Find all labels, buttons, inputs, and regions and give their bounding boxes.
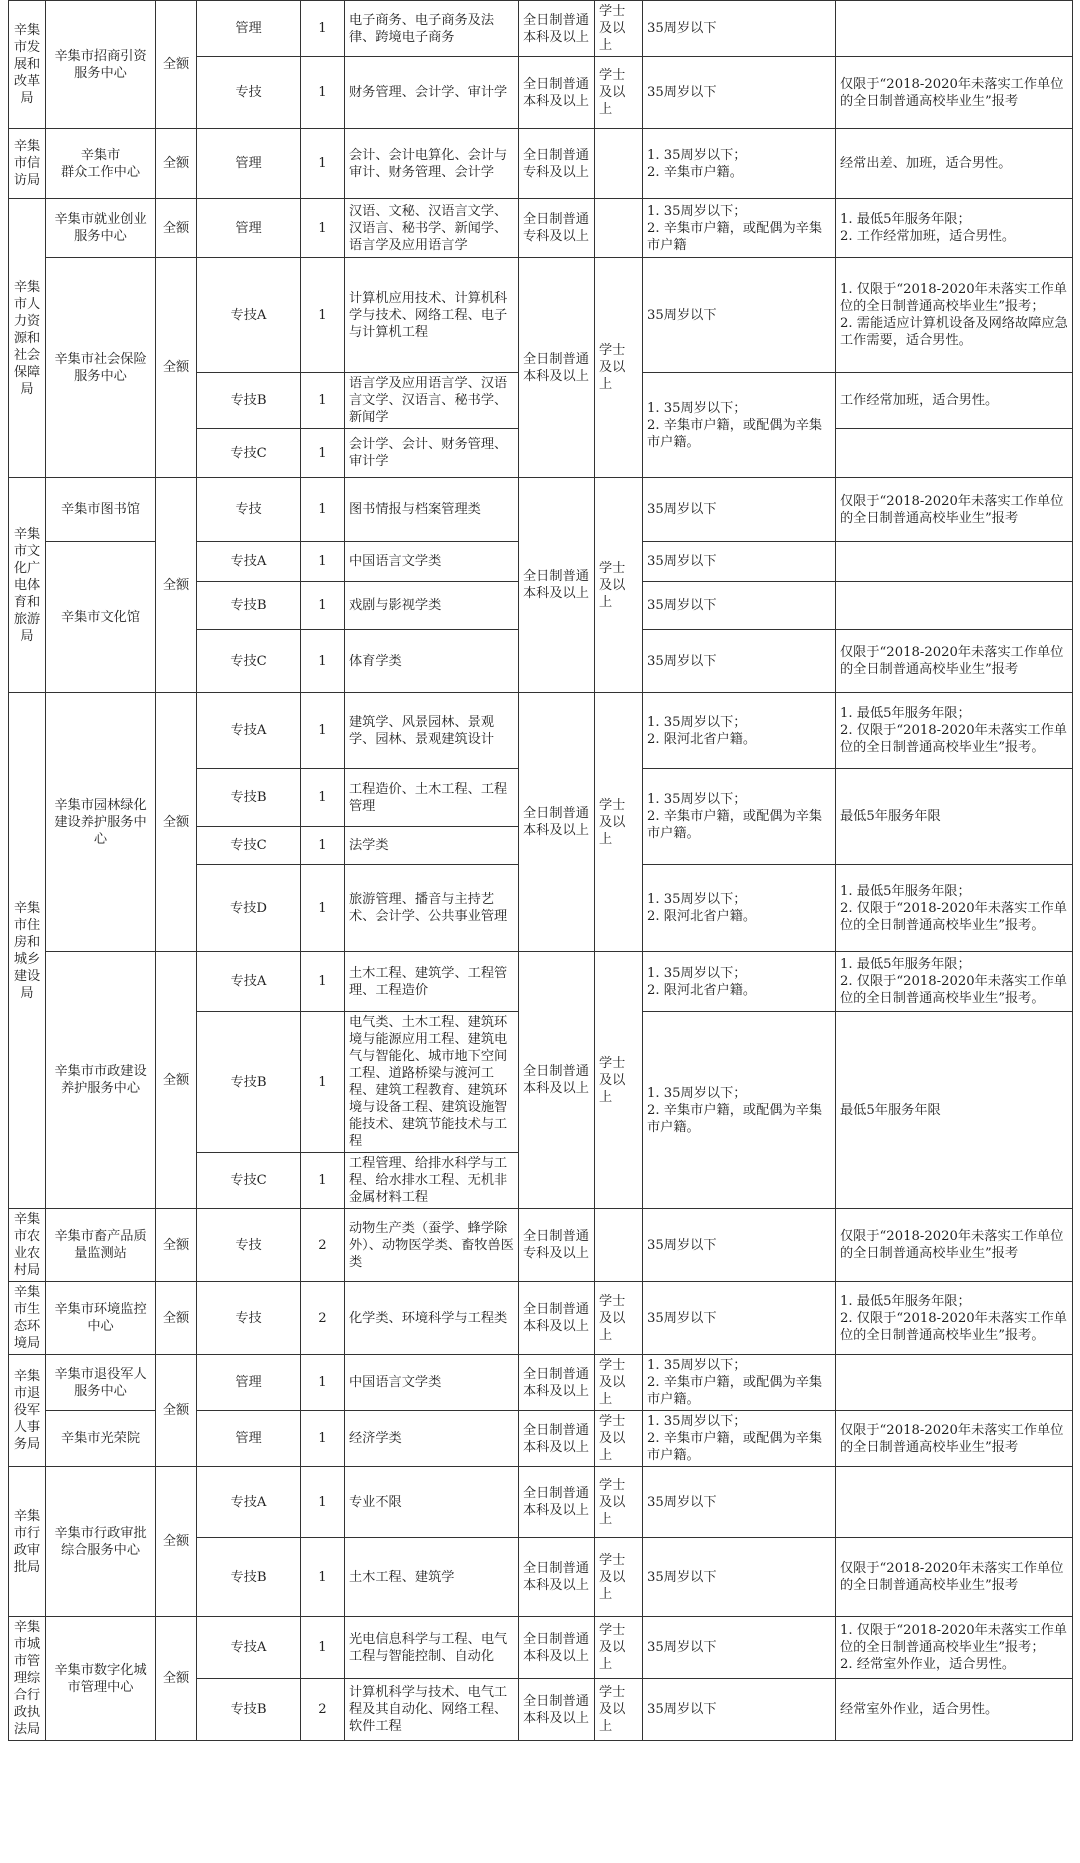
- table-row: [9, 952, 1073, 1012]
- table-row: [9, 129, 1073, 199]
- table-cell: 学士及以上: [595, 1679, 643, 1741]
- table-cell: 1: [301, 582, 345, 630]
- table-cell: 学士及以上: [595, 258, 643, 478]
- table-cell: 辛集市数字化城市管理中心: [46, 1617, 156, 1741]
- table-cell: 辛集市招商引资服务中心: [46, 1, 156, 129]
- table-cell: 经常出差、加班，适合男性。: [836, 129, 1073, 199]
- table-cell: 辛集市图书馆: [46, 478, 156, 542]
- table-cell: 1: [301, 865, 345, 952]
- table-cell: 1. 仅限于“2018-2020年未落实工作单位的全日制普通高校毕业生”报考； 2. 需能适应计算机设备及网络故障应急工作需要，适合男性。: [836, 258, 1073, 373]
- table-cell: 体育学类: [345, 630, 519, 693]
- table-cell: [836, 1, 1073, 57]
- table-cell: 1: [301, 693, 345, 769]
- table-cell: 财务管理、会计学、审计学: [345, 57, 519, 129]
- table-cell: 全额: [156, 1467, 197, 1617]
- table-cell: 全额: [156, 1, 197, 129]
- table-cell: 辛集市行政审批局: [9, 1467, 46, 1617]
- table-cell: 管理: [197, 1, 301, 57]
- table-cell: 35周岁以下: [643, 1282, 836, 1355]
- table-cell: 辛集市退役军人事务局: [9, 1355, 46, 1467]
- table-cell: 电气类、土木工程、建筑环境与能源应用工程、建筑电气与智能化、城市地下空间工程、道路桥梁与渡河工程、建筑工程教育、建筑环境与设备工程、建筑设施智能技术、建筑节能技术与工程: [345, 1012, 519, 1153]
- table-cell: 1: [301, 373, 345, 429]
- table-cell: 专技B: [197, 1679, 301, 1741]
- table-row: [9, 693, 1073, 769]
- table-cell: 1. 35周岁以下； 2. 辛集市户籍。: [643, 129, 836, 199]
- table-cell: 戏剧与影视学类: [345, 582, 519, 630]
- table-cell: 1: [301, 199, 345, 258]
- table-cell: [595, 129, 643, 199]
- table-cell: 全额: [156, 952, 197, 1209]
- table-cell: 管理: [197, 1355, 301, 1411]
- table-cell: 学士及以上: [595, 693, 643, 952]
- table-cell: 辛集市园林绿化建设养护服务中心: [46, 693, 156, 952]
- table-cell: 中国语言文学类: [345, 1355, 519, 1411]
- table-cell: 语言学及应用语言学、汉语言文学、汉语言、秘书学、新闻学: [345, 373, 519, 429]
- table-cell: 1: [301, 129, 345, 199]
- table-cell: 全日制普通专科及以上: [519, 129, 595, 199]
- table-row: [9, 1617, 1073, 1679]
- table-cell: 1: [301, 57, 345, 129]
- table-cell: 1: [301, 769, 345, 827]
- table-cell: 管理: [197, 199, 301, 258]
- table-cell: 1: [301, 827, 345, 865]
- table-cell: 全额: [156, 1282, 197, 1355]
- table-cell: 专技A: [197, 542, 301, 582]
- table-cell: 1. 仅限于“2018-2020年未落实工作单位的全日制普通高校毕业生”报考； 2. 经常室外作业，适合男性。: [836, 1617, 1073, 1679]
- table-cell: [595, 199, 643, 258]
- table-cell: 35周岁以下: [643, 542, 836, 582]
- table-cell: 辛集市 群众工作中心: [46, 129, 156, 199]
- table-cell: 辛集市畜产品质量监测站: [46, 1209, 156, 1282]
- table-cell: 专技: [197, 1282, 301, 1355]
- table-cell: 辛集市社会保险服务中心: [46, 258, 156, 478]
- table-cell: 全额: [156, 1617, 197, 1741]
- table-cell: 专技D: [197, 865, 301, 952]
- table-cell: 经常室外作业，适合男性。: [836, 1679, 1073, 1741]
- table-cell: 电子商务、电子商务及法律、跨境电子商务: [345, 1, 519, 57]
- table-cell: 工程管理、给排水科学与工程、给水排水工程、无机非金属材料工程: [345, 1153, 519, 1209]
- table-cell: 35周岁以下: [643, 1538, 836, 1617]
- table-cell: 图书情报与档案管理类: [345, 478, 519, 542]
- table-cell: 1: [301, 542, 345, 582]
- table-cell: 1: [301, 258, 345, 373]
- table-cell: 1. 35周岁以下； 2. 限河北省户籍。: [643, 865, 836, 952]
- table-cell: 2: [301, 1282, 345, 1355]
- table-row: [9, 1467, 1073, 1538]
- table-cell: 1: [301, 429, 345, 478]
- table-cell: 辛集市住房和城乡建设局: [9, 693, 46, 1209]
- table-cell: 1. 最低5年服务年限； 2. 工作经常加班，适合男性。: [836, 199, 1073, 258]
- table-row: [9, 1, 1073, 57]
- table-cell: 1. 最低5年服务年限； 2. 仅限于“2018-2020年未落实工作单位的全日制普通高校毕业生”报考。: [836, 693, 1073, 769]
- table-cell: 35周岁以下: [643, 1617, 836, 1679]
- table-cell: 全日制普通本科及以上: [519, 952, 595, 1209]
- recruitment-table: [8, 0, 1073, 1741]
- table-cell: 辛集市行政审批综合服务中心: [46, 1467, 156, 1617]
- table-cell: 全日制普通本科及以上: [519, 258, 595, 478]
- table-cell: 土木工程、建筑学、工程管理、工程造价: [345, 952, 519, 1012]
- table-cell: 学士及以上: [595, 1282, 643, 1355]
- table-cell: [836, 1467, 1073, 1538]
- table-row: [9, 478, 1073, 542]
- table-cell: 35周岁以下: [643, 582, 836, 630]
- table-cell: 土木工程、建筑学: [345, 1538, 519, 1617]
- table-cell: 经济学类: [345, 1411, 519, 1467]
- table-cell: 全日制普通本科及以上: [519, 478, 595, 693]
- table-cell: 1: [301, 1617, 345, 1679]
- table-cell: 1. 35周岁以下； 2. 辛集市户籍，或配偶为辛集市户籍。: [643, 373, 836, 478]
- table-cell: 管理: [197, 1411, 301, 1467]
- table-cell: 全日制普通本科及以上: [519, 1355, 595, 1411]
- table-cell: 全日制普通专科及以上: [519, 199, 595, 258]
- table-cell: 会计、会计电算化、会计与审计、财务管理、会计学: [345, 129, 519, 199]
- table-row: [9, 1209, 1073, 1282]
- table-cell: 1. 35周岁以下； 2. 辛集市户籍，或配偶为辛集市户籍。: [643, 769, 836, 865]
- table-cell: 1: [301, 1, 345, 57]
- table-cell: 全额: [156, 258, 197, 478]
- table-cell: 仅限于“2018-2020年未落实工作单位的全日制普通高校毕业生”报考: [836, 630, 1073, 693]
- table-cell: 旅游管理、播音与主持艺术、会计学、公共事业管理: [345, 865, 519, 952]
- table-cell: 专技B: [197, 769, 301, 827]
- table-cell: 专技A: [197, 952, 301, 1012]
- table-cell: 辛集市文化广电体育和旅游局: [9, 478, 46, 693]
- table-cell: 全日制普通本科及以上: [519, 1679, 595, 1741]
- table-cell: 1. 35周岁以下； 2. 辛集市户籍，或配偶为辛集市户籍。: [643, 1012, 836, 1209]
- table-cell: 全额: [156, 129, 197, 199]
- table-cell: 专技A: [197, 693, 301, 769]
- table-cell: 全日制普通本科及以上: [519, 1411, 595, 1467]
- table-cell: 辛集市就业创业服务中心: [46, 199, 156, 258]
- table-cell: 专技A: [197, 258, 301, 373]
- table-cell: 全日制普通本科及以上: [519, 1282, 595, 1355]
- table-row: [9, 1282, 1073, 1355]
- table-cell: 学士及以上: [595, 57, 643, 129]
- table-cell: 专技C: [197, 827, 301, 865]
- table-cell: 1. 35周岁以下； 2. 辛集市户籍，或配偶为辛集市户籍: [643, 199, 836, 258]
- table-cell: 全额: [156, 1209, 197, 1282]
- table-cell: 法学类: [345, 827, 519, 865]
- table-row: [9, 258, 1073, 373]
- table-cell: 全额: [156, 478, 197, 693]
- table-cell: 全日制普通本科及以上: [519, 693, 595, 952]
- table-cell: 专技B: [197, 373, 301, 429]
- table-cell: 专技C: [197, 429, 301, 478]
- table-cell: 中国语言文学类: [345, 542, 519, 582]
- table-cell: 1. 35周岁以下； 2. 辛集市户籍，或配偶为辛集市户籍。: [643, 1355, 836, 1411]
- table-cell: 化学类、环境科学与工程类: [345, 1282, 519, 1355]
- table-cell: 35周岁以下: [643, 1209, 836, 1282]
- table-cell: 会计学、会计、财务管理、审计学: [345, 429, 519, 478]
- table-cell: 学士及以上: [595, 1411, 643, 1467]
- table-cell: 35周岁以下: [643, 1679, 836, 1741]
- table-row: [9, 199, 1073, 258]
- table-cell: 计算机应用技术、计算机科学与技术、网络工程、电子与计算机工程: [345, 258, 519, 373]
- table-cell: 1: [301, 1153, 345, 1209]
- table-cell: 35周岁以下: [643, 478, 836, 542]
- table-cell: 2: [301, 1209, 345, 1282]
- table-cell: 辛集市市政建设养护服务中心: [46, 952, 156, 1209]
- table-cell: [836, 429, 1073, 478]
- table-cell: 专业不限: [345, 1467, 519, 1538]
- table-cell: 1: [301, 1467, 345, 1538]
- table-cell: 辛集市环境监控中心: [46, 1282, 156, 1355]
- table-cell: 学士及以上: [595, 952, 643, 1209]
- table-cell: 1. 最低5年服务年限； 2. 仅限于“2018-2020年未落实工作单位的全日制普通高校毕业生”报考。: [836, 952, 1073, 1012]
- table-cell: 专技: [197, 57, 301, 129]
- table-cell: 动物生产类（蚕学、蜂学除外）、动物医学类、畜牧兽医类: [345, 1209, 519, 1282]
- table-cell: 工作经常加班，适合男性。: [836, 373, 1073, 429]
- table-cell: 最低5年服务年限: [836, 1012, 1073, 1209]
- table-cell: 辛集市光荣院: [46, 1411, 156, 1467]
- table-cell: 仅限于“2018-2020年未落实工作单位的全日制普通高校毕业生”报考: [836, 1538, 1073, 1617]
- table-cell: 1: [301, 1538, 345, 1617]
- table-cell: [836, 582, 1073, 630]
- table-cell: 2: [301, 1679, 345, 1741]
- table-cell: 仅限于“2018-2020年未落实工作单位的全日制普通高校毕业生”报考: [836, 478, 1073, 542]
- table-cell: 专技A: [197, 1467, 301, 1538]
- table-cell: 辛集市退役军人服务中心: [46, 1355, 156, 1411]
- table-cell: 辛集市信访局: [9, 129, 46, 199]
- table-cell: 学士及以上: [595, 1355, 643, 1411]
- table-cell: 全日制普通本科及以上: [519, 57, 595, 129]
- table-cell: 学士及以上: [595, 1, 643, 57]
- table-cell: 1. 35周岁以下； 2. 限河北省户籍。: [643, 952, 836, 1012]
- table-cell: 仅限于“2018-2020年未落实工作单位的全日制普通高校毕业生”报考: [836, 1209, 1073, 1282]
- table-cell: 学士及以上: [595, 478, 643, 693]
- table-cell: 35周岁以下: [643, 630, 836, 693]
- table-cell: 建筑学、风景园林、景观学、园林、景观建筑设计: [345, 693, 519, 769]
- table-cell: 全额: [156, 693, 197, 952]
- table-cell: 1. 最低5年服务年限； 2. 仅限于“2018-2020年未落实工作单位的全日制普通高校毕业生”报考。: [836, 1282, 1073, 1355]
- table-cell: 1. 35周岁以下； 2. 辛集市户籍，或配偶为辛集市户籍。: [643, 1411, 836, 1467]
- table-cell: 学士及以上: [595, 1538, 643, 1617]
- table-body: [9, 1, 1073, 1741]
- table-cell: 辛集市生态环境局: [9, 1282, 46, 1355]
- table-cell: 仅限于“2018-2020年未落实工作单位的全日制普通高校毕业生”报考: [836, 57, 1073, 129]
- table-cell: 专技B: [197, 1012, 301, 1153]
- table-cell: 35周岁以下: [643, 1, 836, 57]
- table-cell: 1. 最低5年服务年限； 2. 仅限于“2018-2020年未落实工作单位的全日制普通高校毕业生”报考。: [836, 865, 1073, 952]
- table-cell: 专技: [197, 1209, 301, 1282]
- table-cell: 专技: [197, 478, 301, 542]
- table-cell: 全日制普通本科及以上: [519, 1467, 595, 1538]
- table-cell: 专技B: [197, 582, 301, 630]
- table-cell: 学士及以上: [595, 1617, 643, 1679]
- table-cell: 仅限于“2018-2020年未落实工作单位的全日制普通高校毕业生”报考: [836, 1411, 1073, 1467]
- table-cell: 学士及以上: [595, 1467, 643, 1538]
- table-cell: 1: [301, 1411, 345, 1467]
- table-cell: 1: [301, 1012, 345, 1153]
- table-cell: [836, 542, 1073, 582]
- table-cell: 辛集市人力资源和社会保障局: [9, 199, 46, 478]
- table-cell: 计算机科学与技术、电气工程及其自动化、网络工程、软件工程: [345, 1679, 519, 1741]
- table-cell: 汉语、文秘、汉语言文学、汉语言、秘书学、新闻学、语言学及应用语言学: [345, 199, 519, 258]
- table-cell: 辛集市发展和改革局: [9, 1, 46, 129]
- table-cell: 全额: [156, 1355, 197, 1467]
- table-cell: 1: [301, 630, 345, 693]
- table-cell: 1: [301, 1355, 345, 1411]
- table-cell: 工程造价、土木工程、工程管理: [345, 769, 519, 827]
- table-cell: 全日制普通专科及以上: [519, 1209, 595, 1282]
- table-cell: 管理: [197, 129, 301, 199]
- table-cell: 1: [301, 952, 345, 1012]
- table-cell: 专技C: [197, 630, 301, 693]
- table-cell: [595, 1209, 643, 1282]
- table-cell: 辛集市城市管理综合行政执法局: [9, 1617, 46, 1741]
- table-cell: 辛集市农业农村局: [9, 1209, 46, 1282]
- table-cell: 1: [301, 478, 345, 542]
- table-cell: 全日制普通本科及以上: [519, 1, 595, 57]
- table-cell: 全额: [156, 199, 197, 258]
- table-cell: 35周岁以下: [643, 1467, 836, 1538]
- table-cell: 全日制普通本科及以上: [519, 1617, 595, 1679]
- table-cell: 光电信息科学与工程、电气工程与智能控制、自动化: [345, 1617, 519, 1679]
- table-cell: 专技A: [197, 1617, 301, 1679]
- table-row: [9, 1355, 1073, 1411]
- table-cell: [836, 1355, 1073, 1411]
- table-cell: 全日制普通本科及以上: [519, 1538, 595, 1617]
- table-cell: 最低5年服务年限: [836, 769, 1073, 865]
- table-cell: 辛集市文化馆: [46, 542, 156, 693]
- table-cell: 35周岁以下: [643, 57, 836, 129]
- table-cell: 专技C: [197, 1153, 301, 1209]
- table-cell: 1. 35周岁以下； 2. 限河北省户籍。: [643, 693, 836, 769]
- table-cell: 专技B: [197, 1538, 301, 1617]
- table-cell: 35周岁以下: [643, 258, 836, 373]
